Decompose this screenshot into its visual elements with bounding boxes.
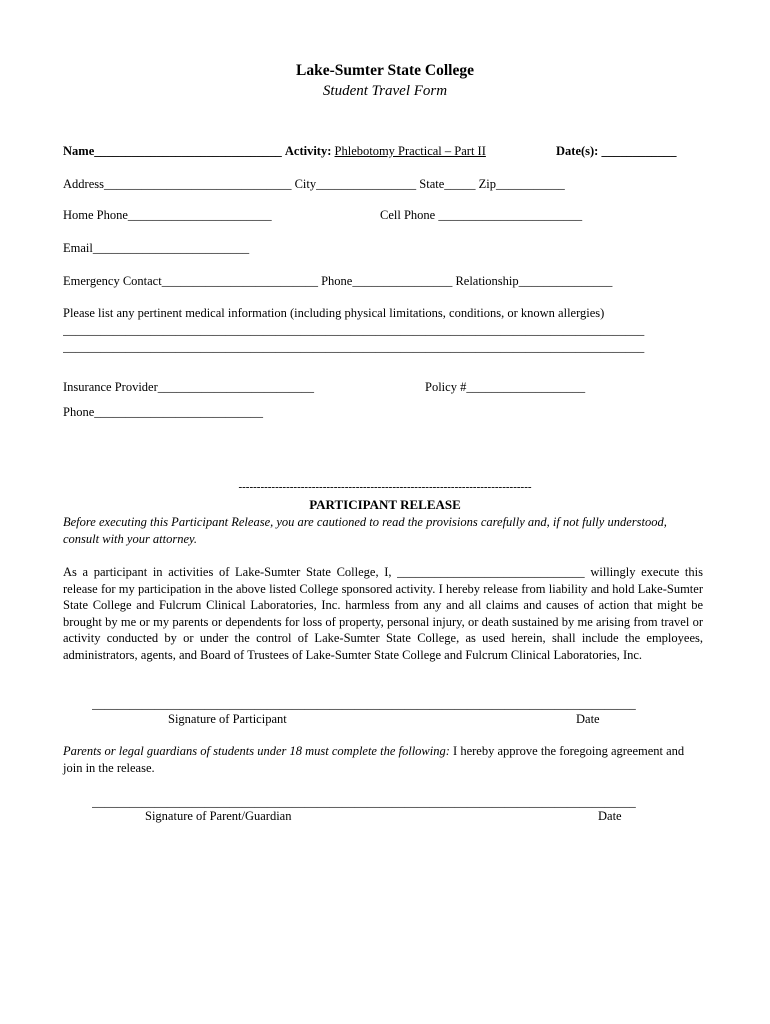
home-phone-field[interactable]: Home Phone_______________________	[63, 208, 272, 222]
state-field[interactable]: _____	[444, 177, 476, 191]
activity-value: Phlebotomy Practical – Part II	[334, 144, 486, 158]
city-field[interactable]: ________________	[316, 177, 417, 191]
section-divider: --------------------------------------------------------------------------------	[238, 481, 532, 493]
release-heading: PARTICIPANT RELEASE	[309, 497, 461, 512]
name-label: Name	[63, 144, 95, 158]
guardian-intro	[63, 743, 703, 776]
guardian-date-label: Date	[598, 809, 622, 823]
dates-label: Date(s):	[556, 144, 599, 158]
participant-date-label: Date	[576, 712, 600, 726]
release-body: As a participant in activities of Lake-Sumter State College, I, ______________________________ willingly execute this release for my participation in the above listed College sponsored activity. I hereby release from liability and hold Lake-Sumter State College and Fulcrum Clinical Laboratories, Inc. harmless from any and all claims and causes of action that might be brought by me or my parents or dependents for loss of property, personal injury, or death sustained by me arising from travel or activity conducted by or under the control of Lake-Sumter State College, as used herein, shall include the employees, administrators, agents, and Board of Trustees of Lake-Sumter State College and Fulcrum Clinical Laboratories, Inc.	[63, 565, 703, 662]
dates-group	[556, 144, 676, 159]
cell-phone-field[interactable]: Cell Phone _______________________	[380, 208, 583, 222]
participant-signature-line[interactable]: _______________________________________________________________________________________	[92, 697, 636, 711]
name-row	[63, 144, 486, 159]
city-label: City	[294, 177, 317, 191]
insurance-provider-field[interactable]: Insurance Provider_________________________	[63, 380, 315, 394]
guardian-signature-line[interactable]: _______________________________________________________________________________________	[92, 795, 636, 809]
name-field[interactable]: ______________________________	[94, 144, 282, 158]
form-title: Student Travel Form	[322, 83, 448, 99]
emergency-row	[63, 274, 612, 289]
insurance-phone-field[interactable]: Phone___________________________	[63, 405, 263, 419]
address-label: Address	[63, 177, 104, 191]
college-name: Lake-Sumter State College	[296, 62, 474, 79]
dates-field[interactable]: ____________	[601, 144, 677, 158]
emergency-contact-field[interactable]: Emergency Contact_________________________	[63, 274, 318, 288]
medical-line-2[interactable]: _____________________________________________________________________________________________	[63, 340, 645, 354]
policy-field[interactable]: Policy #___________________	[425, 380, 586, 394]
medical-prompt: Please list any pertinent medical information (including physical limitations, conditions, or known allergies)	[63, 306, 605, 320]
release-caution: Before executing this Participant Release, you are cautioned to read the provisions carefully and, if not fully understood, consult with your attorney.	[63, 515, 667, 546]
activity-label: Activity:	[284, 144, 332, 158]
email-field[interactable]: Email_________________________	[63, 241, 250, 255]
participant-signature-label: Signature of Participant	[168, 712, 287, 726]
guardian-intro-rest: I hereby approve the foregoing agreement and join in the release.	[63, 744, 685, 775]
guardian-signature-label: Signature of Parent/Guardian	[145, 809, 292, 823]
guardian-intro-italic: Parents or legal guardians of students under 18 must complete the following:	[63, 744, 450, 758]
emergency-phone-field[interactable]: Phone________________	[321, 274, 453, 288]
medical-line-1[interactable]: _____________________________________________________________________________________________	[63, 323, 645, 337]
relationship-field[interactable]: Relationship_______________	[455, 274, 613, 288]
zip-label: Zip	[478, 177, 496, 191]
address-row	[63, 177, 565, 192]
address-field[interactable]: ______________________________	[103, 177, 292, 191]
state-label: State	[419, 177, 445, 191]
zip-field[interactable]: ___________	[496, 177, 565, 191]
